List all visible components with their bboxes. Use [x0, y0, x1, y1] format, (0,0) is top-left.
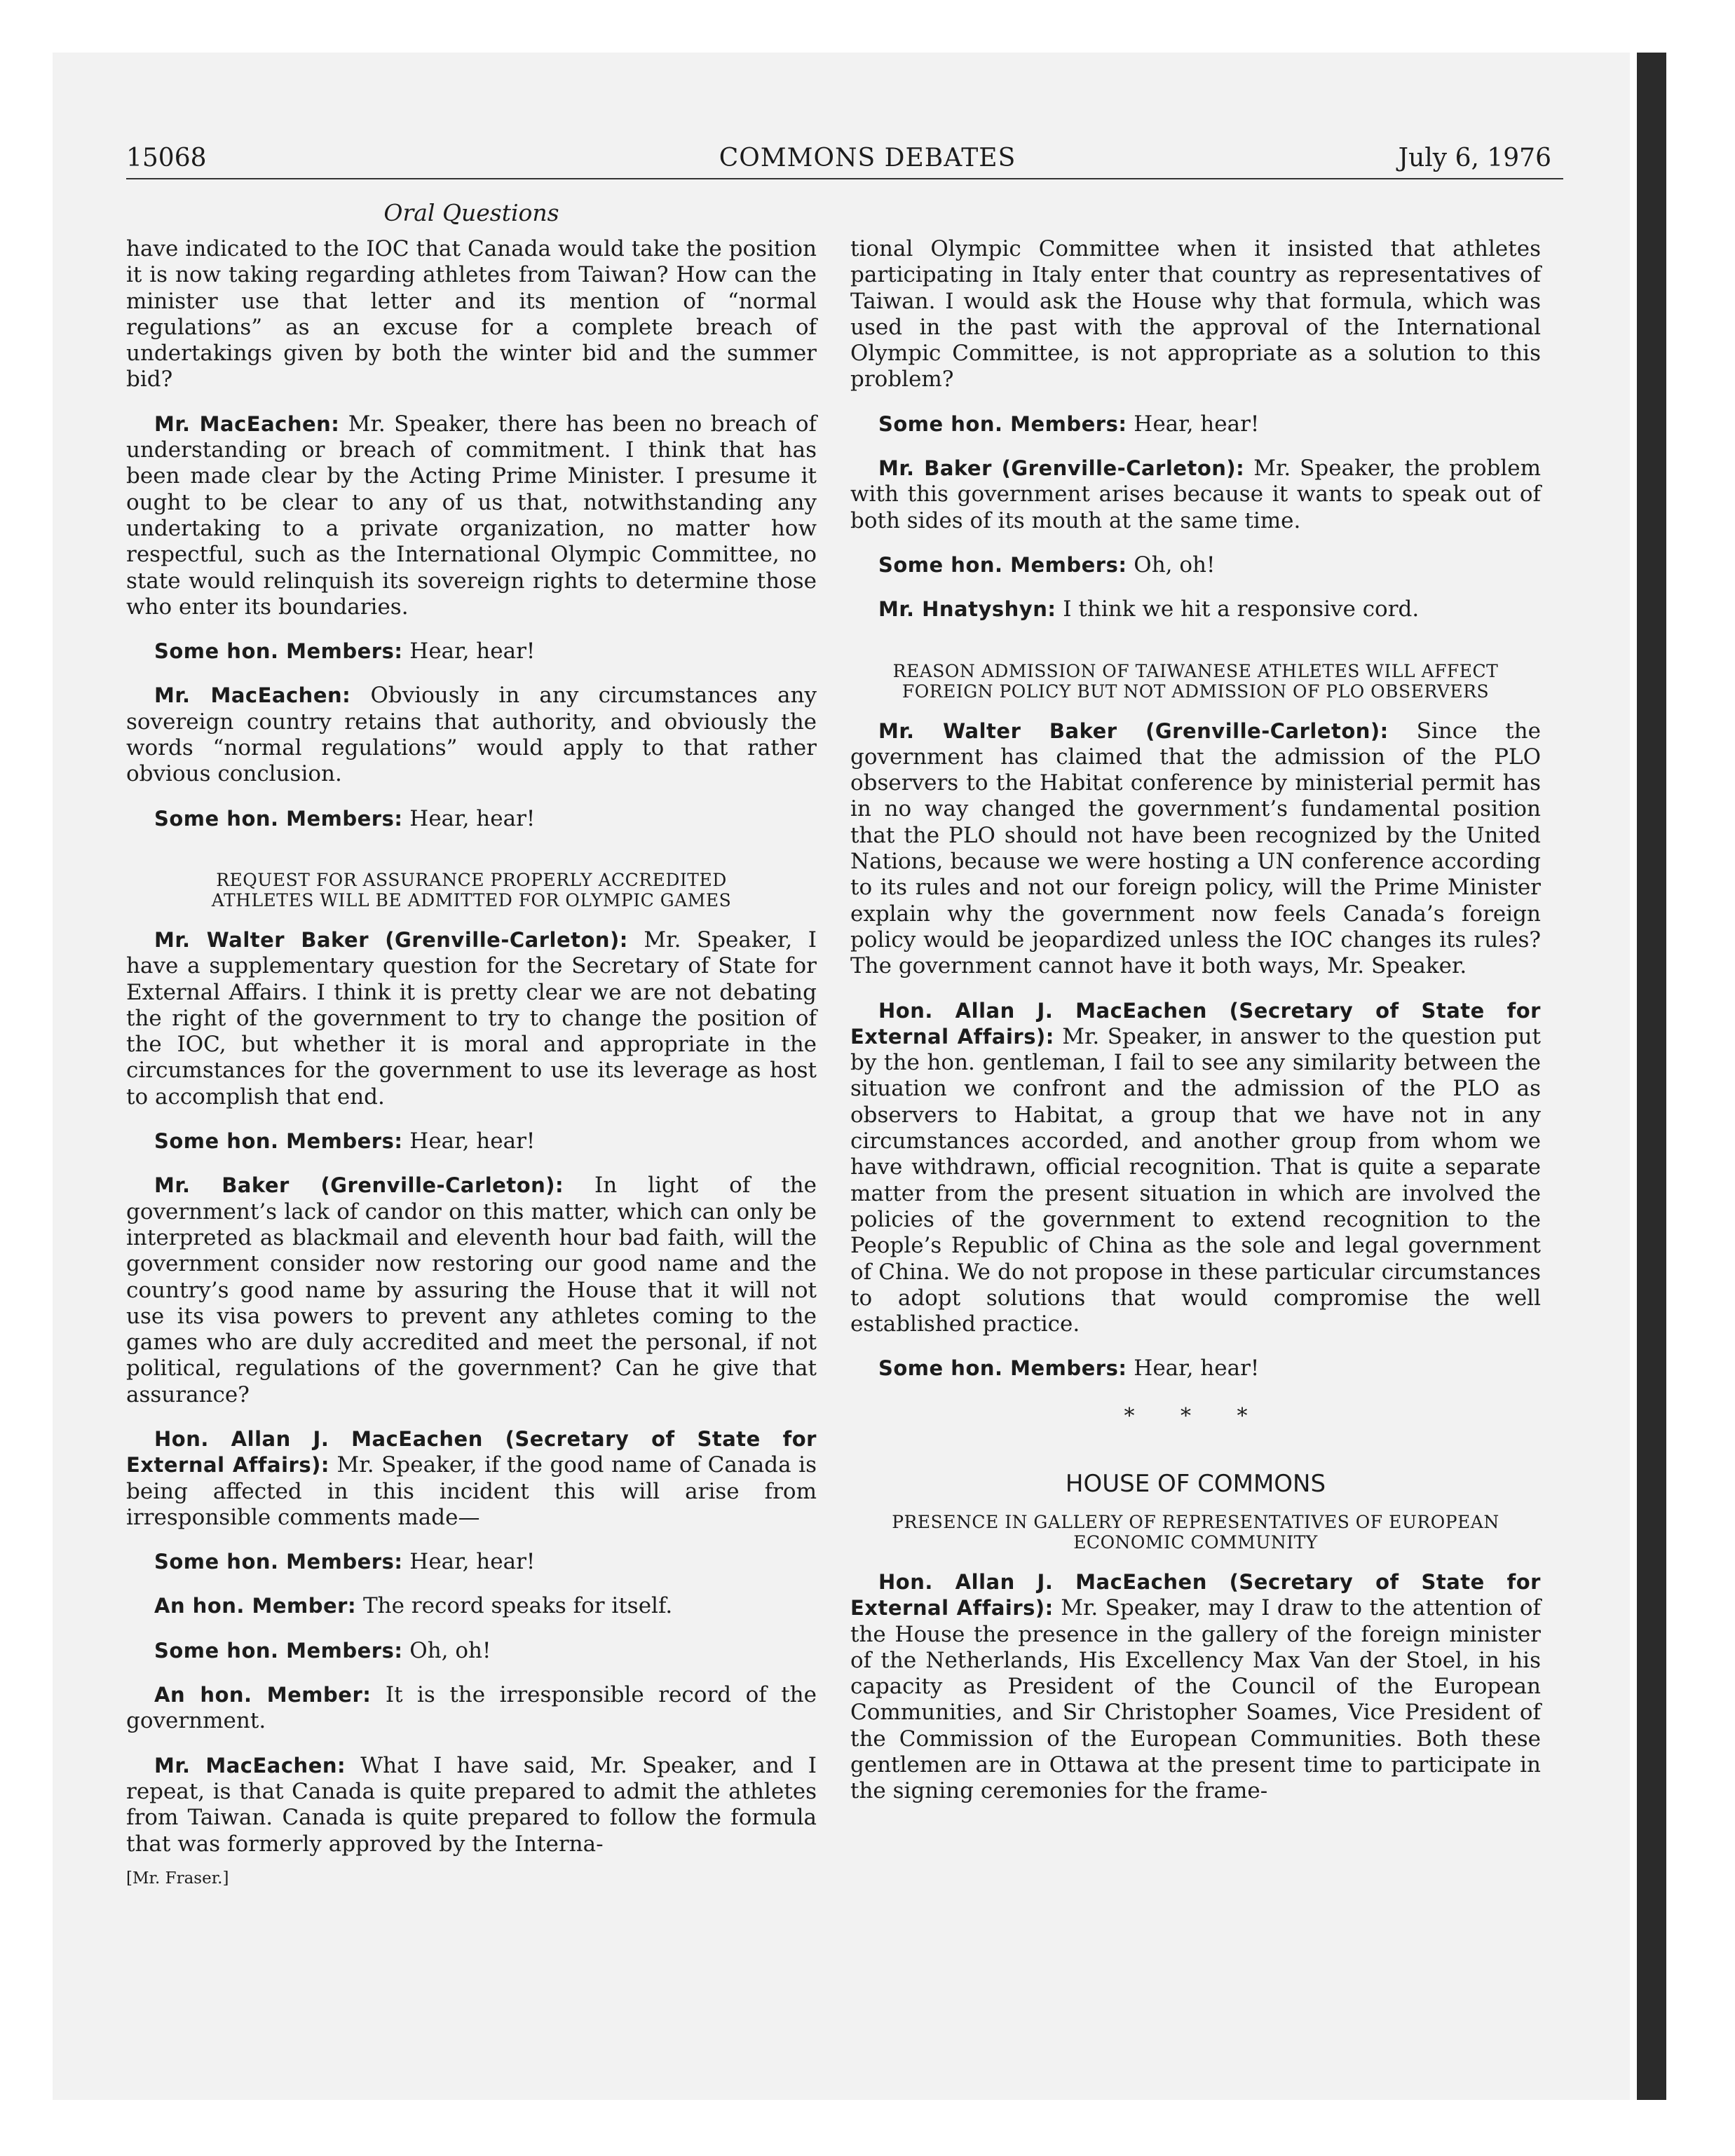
paragraph [126, 1549, 817, 1575]
speaker-name: Hon. Allan J. MacEachen (Secretary of State for External Affairs): [850, 998, 1541, 1049]
speaker-name: Mr. MacEachen: [154, 683, 351, 708]
paragraph [126, 639, 817, 664]
speech-text: Hear, hear! [402, 639, 536, 664]
speech-text: I think we hit a responsive cord. [1056, 596, 1420, 622]
speech-text: Mr. Speaker, there has been no breach of understanding or breach of commitment. I think that has been made clear by the Acting Prime Minister. I presume it ought to be clear to any of us that, notwithstanding any undertaking to a private organization, no matter how respectful, such as the International Olympic Committee, no state would relinquish its sovereign rights to determine those who enter its boundaries. [126, 411, 817, 620]
paragraph [850, 718, 1541, 980]
speech-text: Since the government has claimed that the admission of the PLO observers to the Habitat conference by ministerial permit has in no way changed the government’s fundamental position that the PLO should not have been recognized by the United Nations, because we were hosting a UN conference according to its rules and not our foreign policy, will the Prime Minister explain why the government now feels Canada’s foreign policy would be jeopardized unless the IOC changes its rules? The government cannot have it both ways, Mr. Speaker. [850, 718, 1541, 979]
speech-text: Hear, hear! [1127, 411, 1260, 437]
page-number: 15068 [126, 144, 207, 172]
heading-line: ATHLETES WILL BE ADMITTED FOR OLYMPIC GAMES [211, 889, 732, 910]
speech-text: Mr. Speaker, if the good name of Canada is being affected in this incident this will arise from irresponsible comments made— [126, 1452, 817, 1530]
speaker-name: Some hon. Members: [878, 411, 1127, 436]
speech-text: Hear, hear! [1127, 1356, 1260, 1381]
speaker-name: Some hon. Members: [878, 552, 1127, 577]
publication-title: COMMONS DEBATES [719, 144, 1016, 172]
speech-text: Hear, hear! [402, 1549, 536, 1575]
heading-line: ECONOMIC COMMUNITY [1073, 1531, 1318, 1553]
paragraph [126, 1638, 817, 1664]
paragraph [126, 683, 817, 787]
heading-line: FOREIGN POLICY BUT NOT ADMISSION OF PLO OBSERVERS [901, 681, 1490, 702]
speech-text: What I have said, Mr. Speaker, and I repeat, is that Canada is quite prepared to admit the athletes from Taiwan. Canada is quite prepared to follow the formula that was formerly approved by the Interna- [126, 1752, 817, 1857]
speaker-name: Some hon. Members: [154, 1129, 403, 1154]
speaker-name: Hon. Allan J. MacEachen (Secretary of State for External Affairs): [126, 1426, 817, 1478]
paragraph [850, 596, 1541, 622]
paragraph [850, 998, 1541, 1338]
speech-text: Oh, oh! [1127, 552, 1216, 578]
heading-line: PRESENCE IN GALLERY OF REPRESENTATIVES OF EUROPEAN [892, 1511, 1499, 1532]
paragraph [126, 1593, 817, 1619]
speaker-name: An hon. Member: [154, 1683, 372, 1707]
speaker-name: Hon. Allan J. MacEachen (Secretary of State for External Affairs): [850, 1569, 1541, 1621]
speech-text: Mr. Speaker, may I draw to the attention of the House the presence in the gallery of the foreign minister of the Netherlands, His Excellency Max Van der Stoel, in his capacity as President of the Council of the European Communities, and Sir Christopher Soames, Vice President of the Commission of the European Communities. Both these gentlemen are in Ottawa at the present time to participate in the signing ceremonies for the frame- [850, 1595, 1541, 1804]
main-heading: HOUSE OF COMMONS [1065, 1469, 1326, 1498]
paragraph [850, 411, 1541, 437]
section-heading [850, 1512, 1541, 1553]
section-heading [850, 661, 1541, 702]
speaker-name: Some hon. Members: [154, 806, 403, 831]
speaker-name: Mr. Hnatyshyn: [878, 597, 1056, 622]
speech-text: Hear, hear! [402, 805, 536, 831]
speech-text: It is the irresponsible record of the government. [126, 1682, 817, 1734]
speech-text: Hear, hear! [402, 1128, 536, 1154]
paragraph [850, 552, 1541, 578]
speaker-name: Mr. Baker (Grenville-Carleton): [878, 456, 1245, 481]
speaker-name: Mr. MacEachen: [154, 411, 340, 436]
page-date: July 6, 1976 [1398, 144, 1551, 172]
paragraph: have indicated to the IOC that Canada would take the position it is now taking regarding athletes from Taiwan? How can the minister use that letter and its mention of “normal regulations” as an excuse for a complete breach of undertakings given by both the winter bid and the summer bid? [126, 236, 817, 393]
left-column [126, 236, 817, 1888]
speech-text: In light of the government’s lack of candor on this matter, which can only be interpreted as blackmail and eleventh hour bad faith, will the government consider now restoring our good name and the country’s good name by assuring the House that it will not use its visa powers to prevent any athletes coming to the games who are duly accredited and meet the personal, if not political, regulations of the government? Can he give that assurance? [126, 1173, 817, 1407]
paragraph [126, 1682, 817, 1735]
paragraph [126, 1753, 817, 1857]
speaker-name: Some hon. Members: [154, 1638, 403, 1663]
speaker-name: Mr. Baker (Grenville-Carleton): [154, 1173, 564, 1198]
speaker-name: An hon. Member: [154, 1594, 357, 1618]
paragraph [126, 1426, 817, 1531]
speaker-name: Some hon. Members: [878, 1356, 1127, 1381]
heading-line: REQUEST FOR ASSURANCE PROPERLY ACCREDITED [216, 869, 727, 890]
binding-edge [1637, 53, 1666, 2100]
paragraph: tional Olympic Committee when it insisted that athletes participating in Italy enter that country as representatives of Taiwan. I would ask the House why that formula, which was used in the past with the approval of the International Olympic Committee, is not appropriate as a solution to this problem? [850, 236, 1541, 393]
speech-text: The record speaks for itself. [356, 1593, 673, 1619]
speech-text: Mr. Speaker, the problem with this government arises because it wants to speak out of both sides of its mouth at the same time. [850, 456, 1541, 533]
speaker-name: Mr. MacEachen: [154, 1753, 346, 1778]
speech-text: Obviously in any circumstances any sovereign country retains that authority, and obviously the words “normal regulations” would apply to that rather obvious conclusion. [126, 683, 817, 787]
speaker-name: Some hon. Members: [154, 639, 403, 664]
heading-line: REASON ADMISSION OF TAIWANESE ATHLETES WILL AFFECT [892, 660, 1499, 681]
paragraph [850, 1569, 1541, 1805]
paragraph [126, 1128, 817, 1154]
section-divider: * * * [1124, 1403, 1267, 1428]
header-rule [126, 178, 1563, 179]
paragraph [126, 411, 817, 620]
speech-text: Mr. Speaker, I have a supplementary question for the Secretary of State for External Affairs. I think it is pretty clear we are not debating the right of the government to try to change the position of the IOC, but whether it is moral and appropriate in the circumstances for the government to use its leverage as host to accomplish that end. [126, 927, 817, 1110]
paragraph [850, 1356, 1541, 1381]
section-heading [126, 870, 817, 910]
speaker-name: Mr. Walter Baker (Grenville-Carleton): [154, 927, 628, 952]
speech-text: Oh, oh! [402, 1637, 491, 1663]
speaker-name: Mr. Walter Baker (Grenville-Carleton): [878, 718, 1389, 743]
footnote: [Mr. Fraser.] [126, 1869, 229, 1888]
right-column [850, 236, 1541, 1823]
paragraph [126, 806, 817, 832]
paragraph [126, 927, 817, 1110]
paragraph [850, 456, 1541, 534]
speaker-name: Some hon. Members: [154, 1550, 403, 1574]
section-label: Oral Questions [383, 199, 559, 226]
paragraph [126, 1173, 817, 1408]
speech-text: Mr. Speaker, in answer to the question put by the hon. gentleman, I fail to see any similarity between the situation we confront and the admission of the PLO as observers to Habitat, a group that we have not in any circumstances accorded, and another group from whom we have withdrawn, official recognition. That is quite a separate matter from the present situation in which are involved the policies of the government to extend recognition to the People’s Republic of China as the sole and legal government of China. We do not propose in these particular circumstances to adopt solutions that would compromise the well established practice. [850, 1023, 1541, 1337]
